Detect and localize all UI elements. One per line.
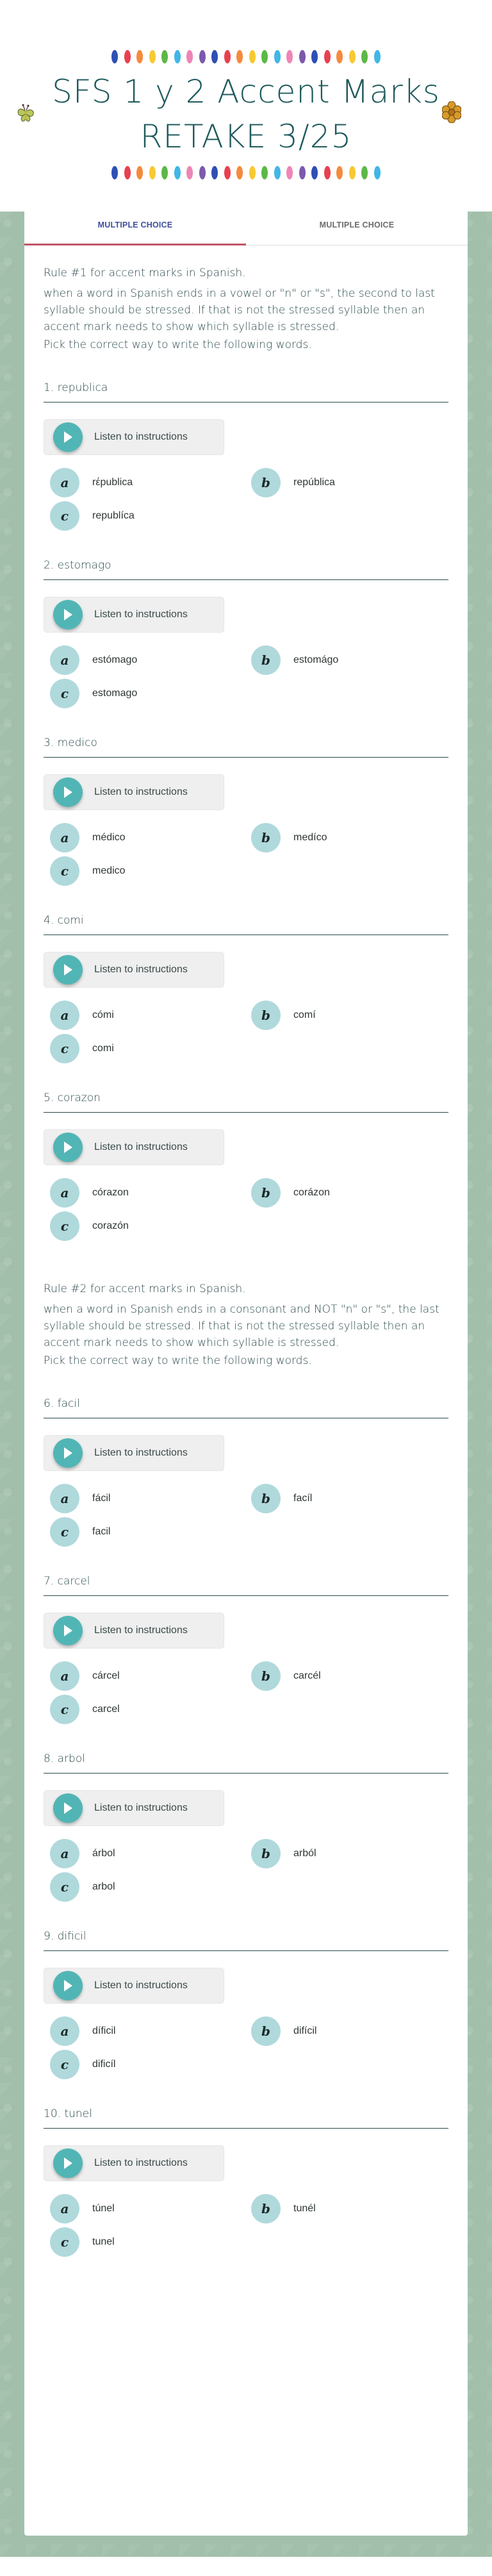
question-3-option-b[interactable]: [251, 823, 448, 852]
option-letter-badge[interactable]: c: [50, 2050, 79, 2079]
listen-label: Listen to instructions: [94, 1802, 188, 1813]
color-dot: [136, 50, 143, 63]
color-dot: [211, 166, 218, 179]
color-dot: [224, 166, 231, 179]
question-6-option-a[interactable]: [50, 1484, 251, 1513]
question-6-option-b[interactable]: [251, 1484, 448, 1513]
question-title: 4. comi: [44, 914, 448, 935]
question-4-option-a[interactable]: [50, 1001, 251, 1030]
tab-multiple-choice-1[interactable]: MULTIPLE CHOICE: [24, 212, 246, 245]
color-dot: [211, 50, 218, 63]
worksheet-card: [24, 212, 468, 2536]
option-text: república: [293, 477, 335, 488]
option-text: corázon: [293, 1187, 330, 1198]
listen-to-instructions-button[interactable]: [44, 1790, 224, 1826]
listen-label: Listen to instructions: [94, 2157, 188, 2168]
answer-options: [44, 2194, 448, 2257]
listen-label: Listen to instructions: [94, 1625, 188, 1636]
question-10-option-c[interactable]: [50, 2227, 251, 2257]
option-text: fácil: [92, 1493, 111, 1504]
worksheet-header: [0, 0, 492, 231]
question-3-option-a[interactable]: [50, 823, 251, 852]
option-letter-badge[interactable]: b: [251, 1839, 281, 1868]
question-7: [44, 1575, 448, 1724]
option-text: estómago: [92, 654, 138, 665]
option-letter-badge[interactable]: a: [50, 468, 79, 497]
color-dot: [249, 50, 256, 63]
color-dot: [161, 50, 168, 63]
question-1-option-b[interactable]: [251, 468, 448, 497]
listen-label: Listen to instructions: [94, 431, 188, 442]
question-2-option-c[interactable]: [50, 679, 251, 708]
play-icon: [62, 2156, 74, 2170]
play-button[interactable]: [53, 955, 83, 985]
color-dot: [249, 166, 256, 179]
question-title: 10. tunel: [44, 2107, 448, 2129]
option-text: difícil: [293, 2025, 317, 2036]
worksheet-content: [24, 245, 468, 2257]
option-text: estomágo: [293, 654, 339, 665]
color-dot: [261, 166, 268, 179]
color-dot: [149, 50, 156, 63]
option-text: facíl: [293, 1493, 313, 1504]
color-dot: [349, 166, 356, 179]
question-8: [44, 1752, 448, 1902]
color-dot: [324, 166, 331, 179]
rule-2-heading: Rule #2 for accent marks in Spanish.: [44, 1283, 246, 1295]
option-letter-badge[interactable]: c: [50, 1211, 79, 1241]
play-icon: [62, 963, 74, 977]
option-letter-badge[interactable]: a: [50, 645, 79, 675]
question-10: [44, 2107, 448, 2257]
question-2-option-b[interactable]: [251, 645, 448, 675]
question-7-option-b[interactable]: [251, 1661, 448, 1691]
option-letter-badge[interactable]: a: [50, 1001, 79, 1030]
play-icon: [62, 1979, 74, 1993]
option-letter-badge[interactable]: a: [50, 1178, 79, 1208]
option-text: republíca: [92, 510, 135, 521]
question-3: [44, 736, 448, 886]
play-button[interactable]: [53, 1971, 83, 2000]
question-5-option-c[interactable]: [50, 1211, 251, 1241]
listen-label: Listen to instructions: [94, 1142, 188, 1152]
play-icon: [62, 430, 74, 444]
question-6-option-c[interactable]: [50, 1517, 251, 1547]
play-button[interactable]: [53, 1438, 83, 1468]
color-dot: [286, 50, 293, 63]
color-dot: [286, 166, 293, 179]
option-letter-badge[interactable]: c: [50, 679, 79, 708]
question-9-option-c[interactable]: [50, 2050, 251, 2079]
play-button[interactable]: [53, 1793, 83, 1823]
play-button[interactable]: [53, 422, 83, 452]
option-text: medíco: [293, 832, 327, 843]
play-icon: [62, 1446, 74, 1460]
option-letter-badge[interactable]: b: [251, 2194, 281, 2223]
top-dots-border: [0, 50, 492, 63]
option-text: carcel: [92, 1704, 120, 1715]
play-button[interactable]: [53, 600, 83, 629]
color-dot: [336, 166, 343, 179]
question-7-option-a[interactable]: [50, 1661, 251, 1691]
color-dot: [161, 166, 168, 179]
question-title: 8. arbol: [44, 1752, 448, 1774]
rule-2-body: when a word in Spanish ends in a consonant and NOT "n" or "s", the last syllable should be stressed. If that is not the stressed syllable then an accent mark needs to show which syllable is stressed.: [44, 1303, 439, 1349]
question-title: 1. republica: [44, 381, 448, 403]
option-text: facil: [92, 1526, 111, 1537]
color-dot: [261, 50, 268, 63]
question-10-option-b[interactable]: [251, 2194, 448, 2223]
option-text: árbol: [92, 1848, 115, 1859]
rule-1-instruction: Pick the correct way to write the following words.: [44, 338, 312, 351]
listen-to-instructions-button[interactable]: [44, 1129, 224, 1165]
option-letter-badge[interactable]: a: [50, 1484, 79, 1513]
play-button[interactable]: [53, 1616, 83, 1645]
rule-1-heading: Rule #1 for accent marks in Spanish.: [44, 267, 246, 279]
question-4: [44, 914, 448, 1063]
play-icon: [62, 608, 74, 622]
option-letter-badge[interactable]: b: [251, 645, 281, 675]
option-text: medico: [92, 865, 126, 876]
option-letter-badge[interactable]: b: [251, 468, 281, 497]
color-dot: [361, 50, 368, 63]
listen-label: Listen to instructions: [94, 964, 188, 975]
play-icon: [62, 1140, 74, 1154]
color-dot: [174, 166, 181, 179]
question-4-option-c[interactable]: [50, 1034, 251, 1063]
rule-1-body: when a word in Spanish ends in a vowel or "n" or "s", the second to last syllable should be stressed. If that is not the stressed syllable then an accent mark needs to show which syllable is stressed.: [44, 287, 435, 333]
tab-multiple-choice-2[interactable]: MULTIPLE CHOICE: [246, 212, 468, 245]
option-text: díficil: [92, 2025, 116, 2036]
option-letter-badge[interactable]: c: [50, 1034, 79, 1063]
option-text: comi: [92, 1043, 114, 1054]
option-letter-badge[interactable]: c: [50, 1695, 79, 1724]
option-letter-badge[interactable]: c: [50, 1517, 79, 1547]
option-letter-badge[interactable]: b: [251, 1484, 281, 1513]
option-text: carcél: [293, 1670, 321, 1681]
listen-to-instructions-button[interactable]: [44, 2145, 224, 2181]
option-text: estomago: [92, 688, 138, 699]
option-letter-badge[interactable]: a: [50, 2194, 79, 2223]
question-5-option-a[interactable]: [50, 1178, 251, 1208]
worksheet-title: [26, 69, 466, 159]
option-text: arbol: [92, 1881, 115, 1892]
play-icon: [62, 1624, 74, 1638]
color-dot: [374, 166, 381, 179]
question-1: [44, 381, 448, 531]
page-background: [0, 212, 492, 2557]
listen-label: Listen to instructions: [94, 786, 188, 797]
question-title: 6. facil: [44, 1397, 448, 1418]
option-letter-badge[interactable]: b: [251, 1178, 281, 1208]
answer-options: [44, 1001, 448, 1063]
listen-to-instructions-button[interactable]: [44, 419, 224, 455]
color-dot: [324, 50, 331, 63]
color-dot: [111, 50, 118, 63]
question-title: 2. estomago: [44, 559, 448, 580]
answer-options: [44, 823, 448, 886]
option-letter-badge[interactable]: a: [50, 1661, 79, 1691]
option-letter-badge[interactable]: a: [50, 2016, 79, 2046]
option-letter-badge[interactable]: a: [50, 823, 79, 852]
option-letter-badge[interactable]: b: [251, 2016, 281, 2046]
color-dot: [336, 50, 343, 63]
question-2: [44, 559, 448, 708]
color-dot: [274, 166, 281, 179]
option-letter-badge[interactable]: b: [251, 823, 281, 852]
color-dot: [374, 50, 381, 63]
question-6: [44, 1397, 448, 1547]
option-text: tunel: [92, 2236, 115, 2247]
option-text: cárcel: [92, 1670, 120, 1681]
listen-label: Listen to instructions: [94, 609, 188, 620]
title-line-1: SFS 1 y 2 Accent Marks: [52, 73, 440, 110]
color-dot: [224, 50, 231, 63]
title-line-2: RETAKE 3/25: [140, 118, 352, 155]
question-1-option-a[interactable]: [50, 468, 251, 497]
color-dot: [236, 50, 243, 63]
option-letter-badge[interactable]: b: [251, 1661, 281, 1691]
listen-to-instructions-button[interactable]: [44, 774, 224, 810]
option-letter-badge[interactable]: a: [50, 1839, 79, 1868]
option-text: rέpublica: [92, 477, 133, 488]
color-dot: [111, 166, 118, 179]
color-dot: [361, 166, 368, 179]
color-dot: [311, 166, 318, 179]
play-button[interactable]: [53, 2148, 83, 2178]
color-dot: [136, 166, 143, 179]
option-text: corazón: [92, 1220, 129, 1231]
play-button[interactable]: [53, 777, 83, 807]
color-dot: [186, 166, 193, 179]
color-dot: [311, 50, 318, 63]
answer-options: [44, 2016, 448, 2079]
option-text: túnel: [92, 2203, 115, 2214]
rule-2-instructions: [44, 1281, 448, 1369]
listen-to-instructions-button[interactable]: [44, 952, 224, 988]
play-icon: [62, 785, 74, 799]
color-dot: [199, 166, 206, 179]
question-10-option-a[interactable]: [50, 2194, 251, 2223]
question-9-option-b[interactable]: [251, 2016, 448, 2046]
question-5: [44, 1092, 448, 1241]
option-letter-badge[interactable]: c: [50, 856, 79, 886]
listen-to-instructions-button[interactable]: [44, 597, 224, 633]
color-dot: [274, 50, 281, 63]
option-letter-badge[interactable]: b: [251, 1001, 281, 1030]
rule-2-instruction: Pick the correct way to write the following words.: [44, 1354, 312, 1367]
question-9-option-a[interactable]: [50, 2016, 251, 2046]
option-text: arból: [293, 1848, 316, 1859]
answer-options: [44, 1484, 448, 1547]
question-8-option-c[interactable]: [50, 1872, 251, 1902]
tab-bar: [24, 212, 468, 245]
question-9: [44, 1930, 448, 2079]
color-dot: [124, 50, 131, 63]
question-title: 5. corazon: [44, 1092, 448, 1113]
rule-1-instructions: [44, 245, 448, 353]
question-7-option-c[interactable]: [50, 1695, 251, 1724]
question-1-option-c[interactable]: [50, 501, 251, 531]
question-title: 7. carcel: [44, 1575, 448, 1596]
color-dot: [124, 166, 131, 179]
color-dot: [236, 166, 243, 179]
option-letter-badge[interactable]: c: [50, 501, 79, 531]
color-dot: [199, 50, 206, 63]
option-letter-badge[interactable]: c: [50, 1872, 79, 1902]
question-5-option-b[interactable]: [251, 1178, 448, 1208]
answer-options: [44, 1661, 448, 1724]
question-2-option-a[interactable]: [50, 645, 251, 675]
color-dot: [299, 50, 306, 63]
question-8-option-a[interactable]: [50, 1839, 251, 1868]
question-8-option-b[interactable]: [251, 1839, 448, 1868]
play-icon: [62, 1801, 74, 1815]
color-dot: [349, 50, 356, 63]
answer-options: [44, 645, 448, 708]
answer-options: [44, 468, 448, 531]
listen-to-instructions-button[interactable]: [44, 1968, 224, 2004]
color-dot: [299, 166, 306, 179]
option-text: córazon: [92, 1187, 129, 1198]
option-text: comí: [293, 1010, 316, 1020]
question-3-option-c[interactable]: [50, 856, 251, 886]
option-text: tunél: [293, 2203, 316, 2214]
question-title: 9. dificil: [44, 1930, 448, 1951]
color-dot: [186, 50, 193, 63]
option-text: dificíl: [92, 2059, 116, 2070]
color-dot: [149, 166, 156, 179]
option-letter-badge[interactable]: c: [50, 2227, 79, 2257]
listen-label: Listen to instructions: [94, 1447, 188, 1458]
listen-to-instructions-button[interactable]: [44, 1613, 224, 1649]
option-text: cómi: [92, 1010, 114, 1020]
color-dot: [174, 50, 181, 63]
bottom-dots-border: [0, 166, 492, 179]
question-4-option-b[interactable]: [251, 1001, 448, 1030]
answer-options: [44, 1839, 448, 1902]
listen-label: Listen to instructions: [94, 1980, 188, 1991]
option-text: médico: [92, 832, 126, 843]
listen-to-instructions-button[interactable]: [44, 1435, 224, 1471]
answer-options: [44, 1178, 448, 1241]
question-title: 3. medico: [44, 736, 448, 758]
play-button[interactable]: [53, 1133, 83, 1162]
